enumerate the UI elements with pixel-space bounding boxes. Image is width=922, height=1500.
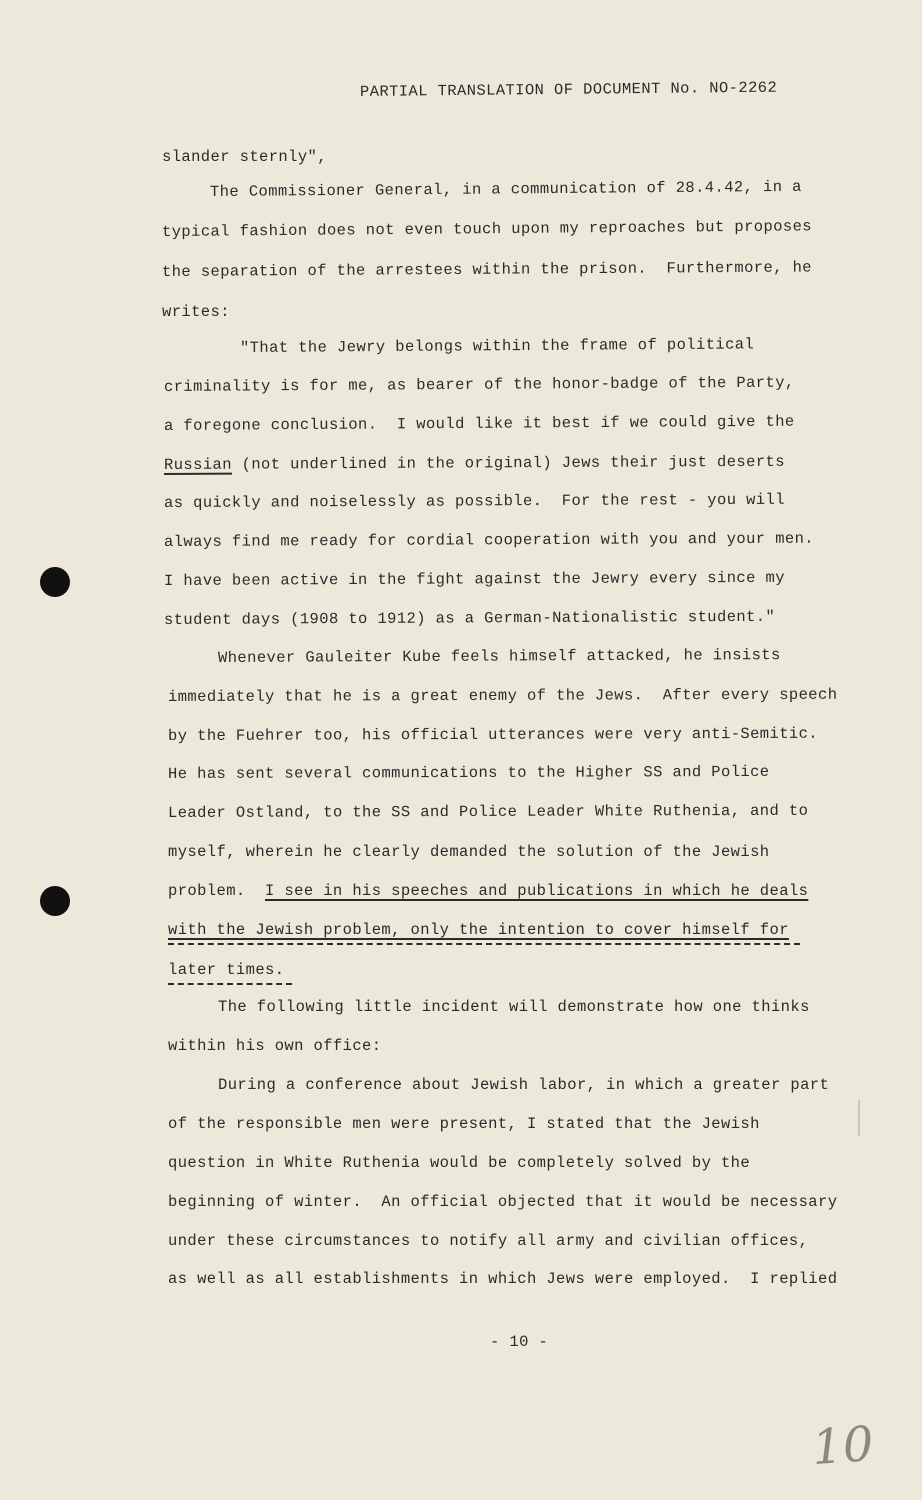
text-line: within his own office: — [168, 1037, 382, 1055]
text-line: slander sternly", — [162, 148, 327, 166]
underlined-sentence: with the Jewish problem, only the intention to cover himself for — [168, 921, 789, 939]
underlined-sentence: I see in his speeches and publications in which he deals — [265, 882, 809, 900]
text-line: question in White Ruthenia would be completely solved by the — [168, 1154, 751, 1172]
text-line: The following little incident will demonstrate how one thinks — [218, 998, 810, 1016]
quote-line: criminality is for me, as bearer of the honor-badge of the Party, — [163, 373, 795, 396]
edge-mark — [858, 1100, 860, 1136]
text-line: He has sent several communications to the Higher SS and Police — [167, 762, 770, 783]
quote-line: a foregone conclusion. I would like it best if we could give the — [163, 412, 795, 435]
text-line: During a conference about Jewish labor, in which a greater part — [218, 1076, 830, 1094]
text-segment: problem. — [168, 882, 266, 900]
handwritten-page-number: 10 — [810, 1415, 876, 1477]
text-line: under these circumstances to notify all army and civilian offices, — [168, 1232, 809, 1250]
document-title: PARTIAL TRANSLATION OF DOCUMENT No. NO-2262 — [359, 78, 778, 101]
text-line: by the Fuehrer too, his official utterances were very anti-Semitic. — [167, 724, 819, 745]
text-line: the separation of the arrestees within the prison. Furthermore, he — [161, 258, 813, 281]
punch-hole-top — [40, 567, 70, 597]
text-line: writes: — [162, 303, 230, 321]
page-number: - 10 - — [490, 1333, 549, 1351]
quote-line — [164, 452, 785, 475]
text-line: The Commissioner General, in a communication of 28.4.42, in a — [209, 177, 802, 201]
text-line: Leader Ostland, to the SS and Police Leader White Ruthenia, and to — [167, 801, 809, 822]
quote-line: I have been active in the fight against the Jewry every since my — [163, 568, 785, 590]
dashed-underline — [168, 943, 800, 945]
text-line: typical fashion does not even touch upon my reproaches but proposes — [161, 217, 813, 241]
text-line: beginning of winter. An official objected that it would be necessary — [168, 1193, 838, 1211]
dashed-underline — [168, 983, 292, 985]
text-line — [168, 881, 808, 901]
quote-line: "That the Jewry belongs within the frame of political — [239, 335, 755, 357]
text-line: immediately that he is a great enemy of the Jews. After every speech — [167, 685, 838, 706]
quote-line: student days (1908 to 1912) as a German-Nationalistic student." — [163, 607, 776, 629]
text-line: Whenever Gauleiter Kube feels himself attacked, he insists — [217, 646, 781, 667]
punch-hole-bottom — [40, 886, 70, 916]
text-line: myself, wherein he clearly demanded the solution of the Jewish — [168, 843, 770, 861]
text-line: as well as all establishments in which Jews were employed. I replied — [168, 1270, 838, 1288]
underlined-word: Russian — [163, 455, 232, 474]
underlined-sentence: later times. — [168, 961, 285, 979]
quote-line-rest: (not underlined in the original) Jews their just deserts — [241, 452, 785, 474]
quote-line: always find me ready for cordial cooperation with you and your men. — [163, 529, 815, 551]
quote-line: as quickly and noiselessly as possible. For the rest - you will — [163, 490, 785, 512]
text-line: of the responsible men were present, I stated that the Jewish — [168, 1115, 760, 1133]
